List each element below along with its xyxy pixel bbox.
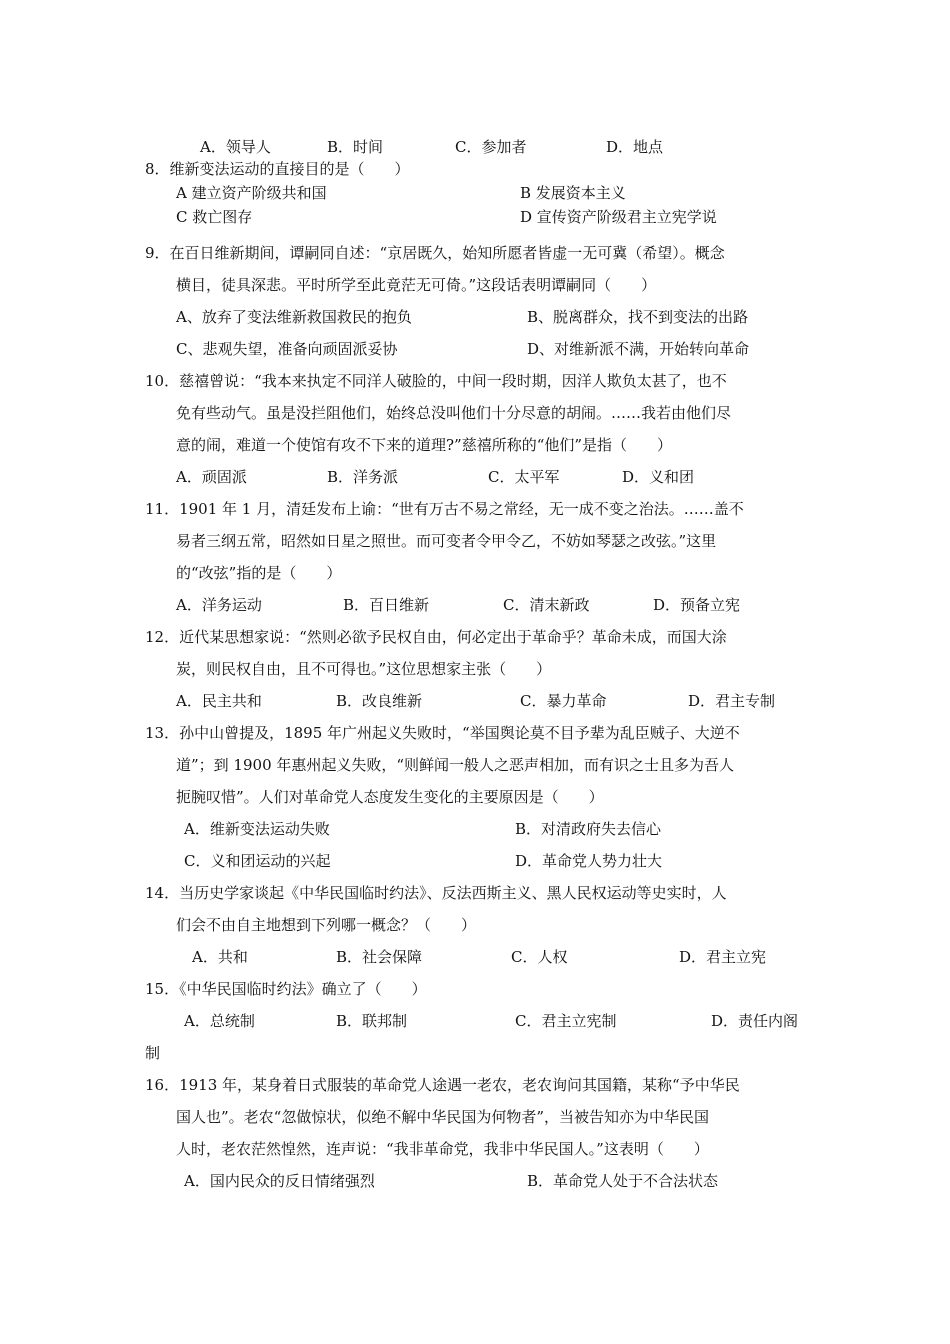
q13-line-2: 道”；到 1900 年惠州起义失败，“则鲜闻一般人之恶声相加，而有识之士且多为吾人 [176,756,735,774]
q10-line-2: 免有些动气。虽是没拦阻他们，始终总没叫他们十分尽意的胡闹。……我若由他们尽 [176,404,732,422]
q11-option-d: D．预备立宪 [653,596,741,614]
q15-option-d: D．责任内阁 [711,1012,799,1030]
q10-option-b: B．洋务派 [327,468,399,486]
q8-option-d: D 宣传资产阶级君主立宪学说 [520,208,717,226]
q7-option-a: A．领导人 [200,138,271,156]
q14-option-c: C．人权 [511,948,568,966]
q11-line-3: 的“改弦”指的是（ ） [176,564,342,582]
q13-option-a: A．维新变法运动失败 [184,820,330,838]
q10-option-d: D．义和团 [622,468,695,486]
q14-line-1: 14．当历史学家谈起《中华民国临时约法》、反法西斯主义、黑人民权运动等史实时，人 [145,884,727,902]
q16-option-b: B．革命党人处于不合法状态 [527,1172,719,1190]
q9-line-1: 9．在百日维新期间，谭嗣同自述：“京居既久，始知所愿者皆虚一无可冀（希望）。概念 [145,244,725,262]
q11-line-2: 易者三纲五常，昭然如日星之照世。而可变者令甲令乙，不妨如琴瑟之改弦。”这里 [176,532,717,550]
q16-line-2: 国人也”。老农“忽做惊状，似绝不解中华民国为何物者”，当被告知亦为中华民国 [176,1108,710,1126]
q8-option-a: A 建立资产阶级共和国 [176,184,327,202]
q11-option-a: A．洋务运动 [176,596,262,614]
q16-option-a: A．国内民众的反日情绪强烈 [184,1172,375,1190]
q15-option-b: B．联邦制 [336,1012,408,1030]
q16-line-3: 人时，老农茫然惶然，连声说：“我非革命党，我非中华民国人。”这表明（ ） [176,1140,709,1158]
q9-option-b: B、脱离群众，找不到变法的出路 [527,308,749,326]
q10-line-1: 10．慈禧曾说：“我本来执定不同洋人破脸的，中间一段时期，因洋人欺负太甚了，也不 [145,372,727,390]
q12-line-2: 炭，则民权自由，且不可得也。”这位思想家主张（ ） [176,660,552,678]
q9-option-c: C、悲观失望，准备向顽固派妥协 [176,340,398,358]
q12-option-b: B．改良维新 [336,692,423,710]
q8-stem: 8．维新变法运动的直接目的是（ ） [145,160,410,178]
q7-option-c: C．参加者 [455,138,527,156]
q16-line-1: 16．1913 年，某身着日式服装的革命党人途遇一老农，老农询问其国籍，某称“予中华民 [145,1076,740,1094]
q12-option-a: A．民主共和 [176,692,262,710]
q13-option-d: D．革命党人势力壮大 [515,852,663,870]
q10-option-a: A．顽固派 [176,468,247,486]
q9-option-a: A、放弃了变法维新救国救民的抱负 [176,308,412,326]
q15-option-c: C．君主立宪制 [515,1012,617,1030]
q10-option-c: C．太平军 [488,468,560,486]
q9-line-2: 横目，徒具深悲。平时所学至此竟茫无可倚。”这段话表明谭嗣同（ ） [176,276,657,294]
q11-option-c: C．清末新政 [503,596,590,614]
q9-option-d: D、对维新派不满，开始转向革命 [527,340,750,358]
q8-option-b: B 发展资本主义 [520,184,626,202]
q13-line-1: 13．孙中山曾提及，1895 年广州起义失败时，“举国舆论莫不目予辈为乱臣贼子、大逆不 [145,724,740,742]
q13-option-c: C．义和团运动的兴起 [184,852,331,870]
q13-option-b: B．对清政府失去信心 [515,820,662,838]
q15-stem: 15．《中华民国临时约法》确立了（ ） [145,980,427,998]
q14-line-2: 们会不由自主地想到下列哪一概念？（ ） [176,916,477,934]
q15-option-a: A．总统制 [184,1012,255,1030]
q12-line-1: 12．近代某思想家说：“然则必欲予民权自由，何必定出于革命乎？革命未成，而国大涂 [145,628,727,646]
q12-option-d: D．君主专制 [688,692,776,710]
q14-option-a: A．共和 [192,948,248,966]
q7-option-d: D．地点 [606,138,664,156]
q11-line-1: 11．1901 年 1 月，清廷发布上谕：“世有万古不易之常经，无一成不变之治法。……盖不 [145,500,744,518]
q11-option-b: B．百日维新 [343,596,430,614]
q13-line-3: 扼腕叹惜”。人们对革命党人态度发生变化的主要原因是（ ） [176,788,604,806]
q10-line-3: 意的闹，难道一个使馆有攻不下来的道理?”慈禧所称的“他们”是指（ ） [176,436,673,454]
q12-option-c: C．暴力革命 [520,692,607,710]
q14-option-d: D．君主立宪 [679,948,767,966]
q14-option-b: B．社会保障 [336,948,423,966]
q8-option-c: C 救亡图存 [176,208,253,226]
q15-option-d-wrap: 制 [145,1044,161,1062]
q7-option-b: B．时间 [327,138,384,156]
